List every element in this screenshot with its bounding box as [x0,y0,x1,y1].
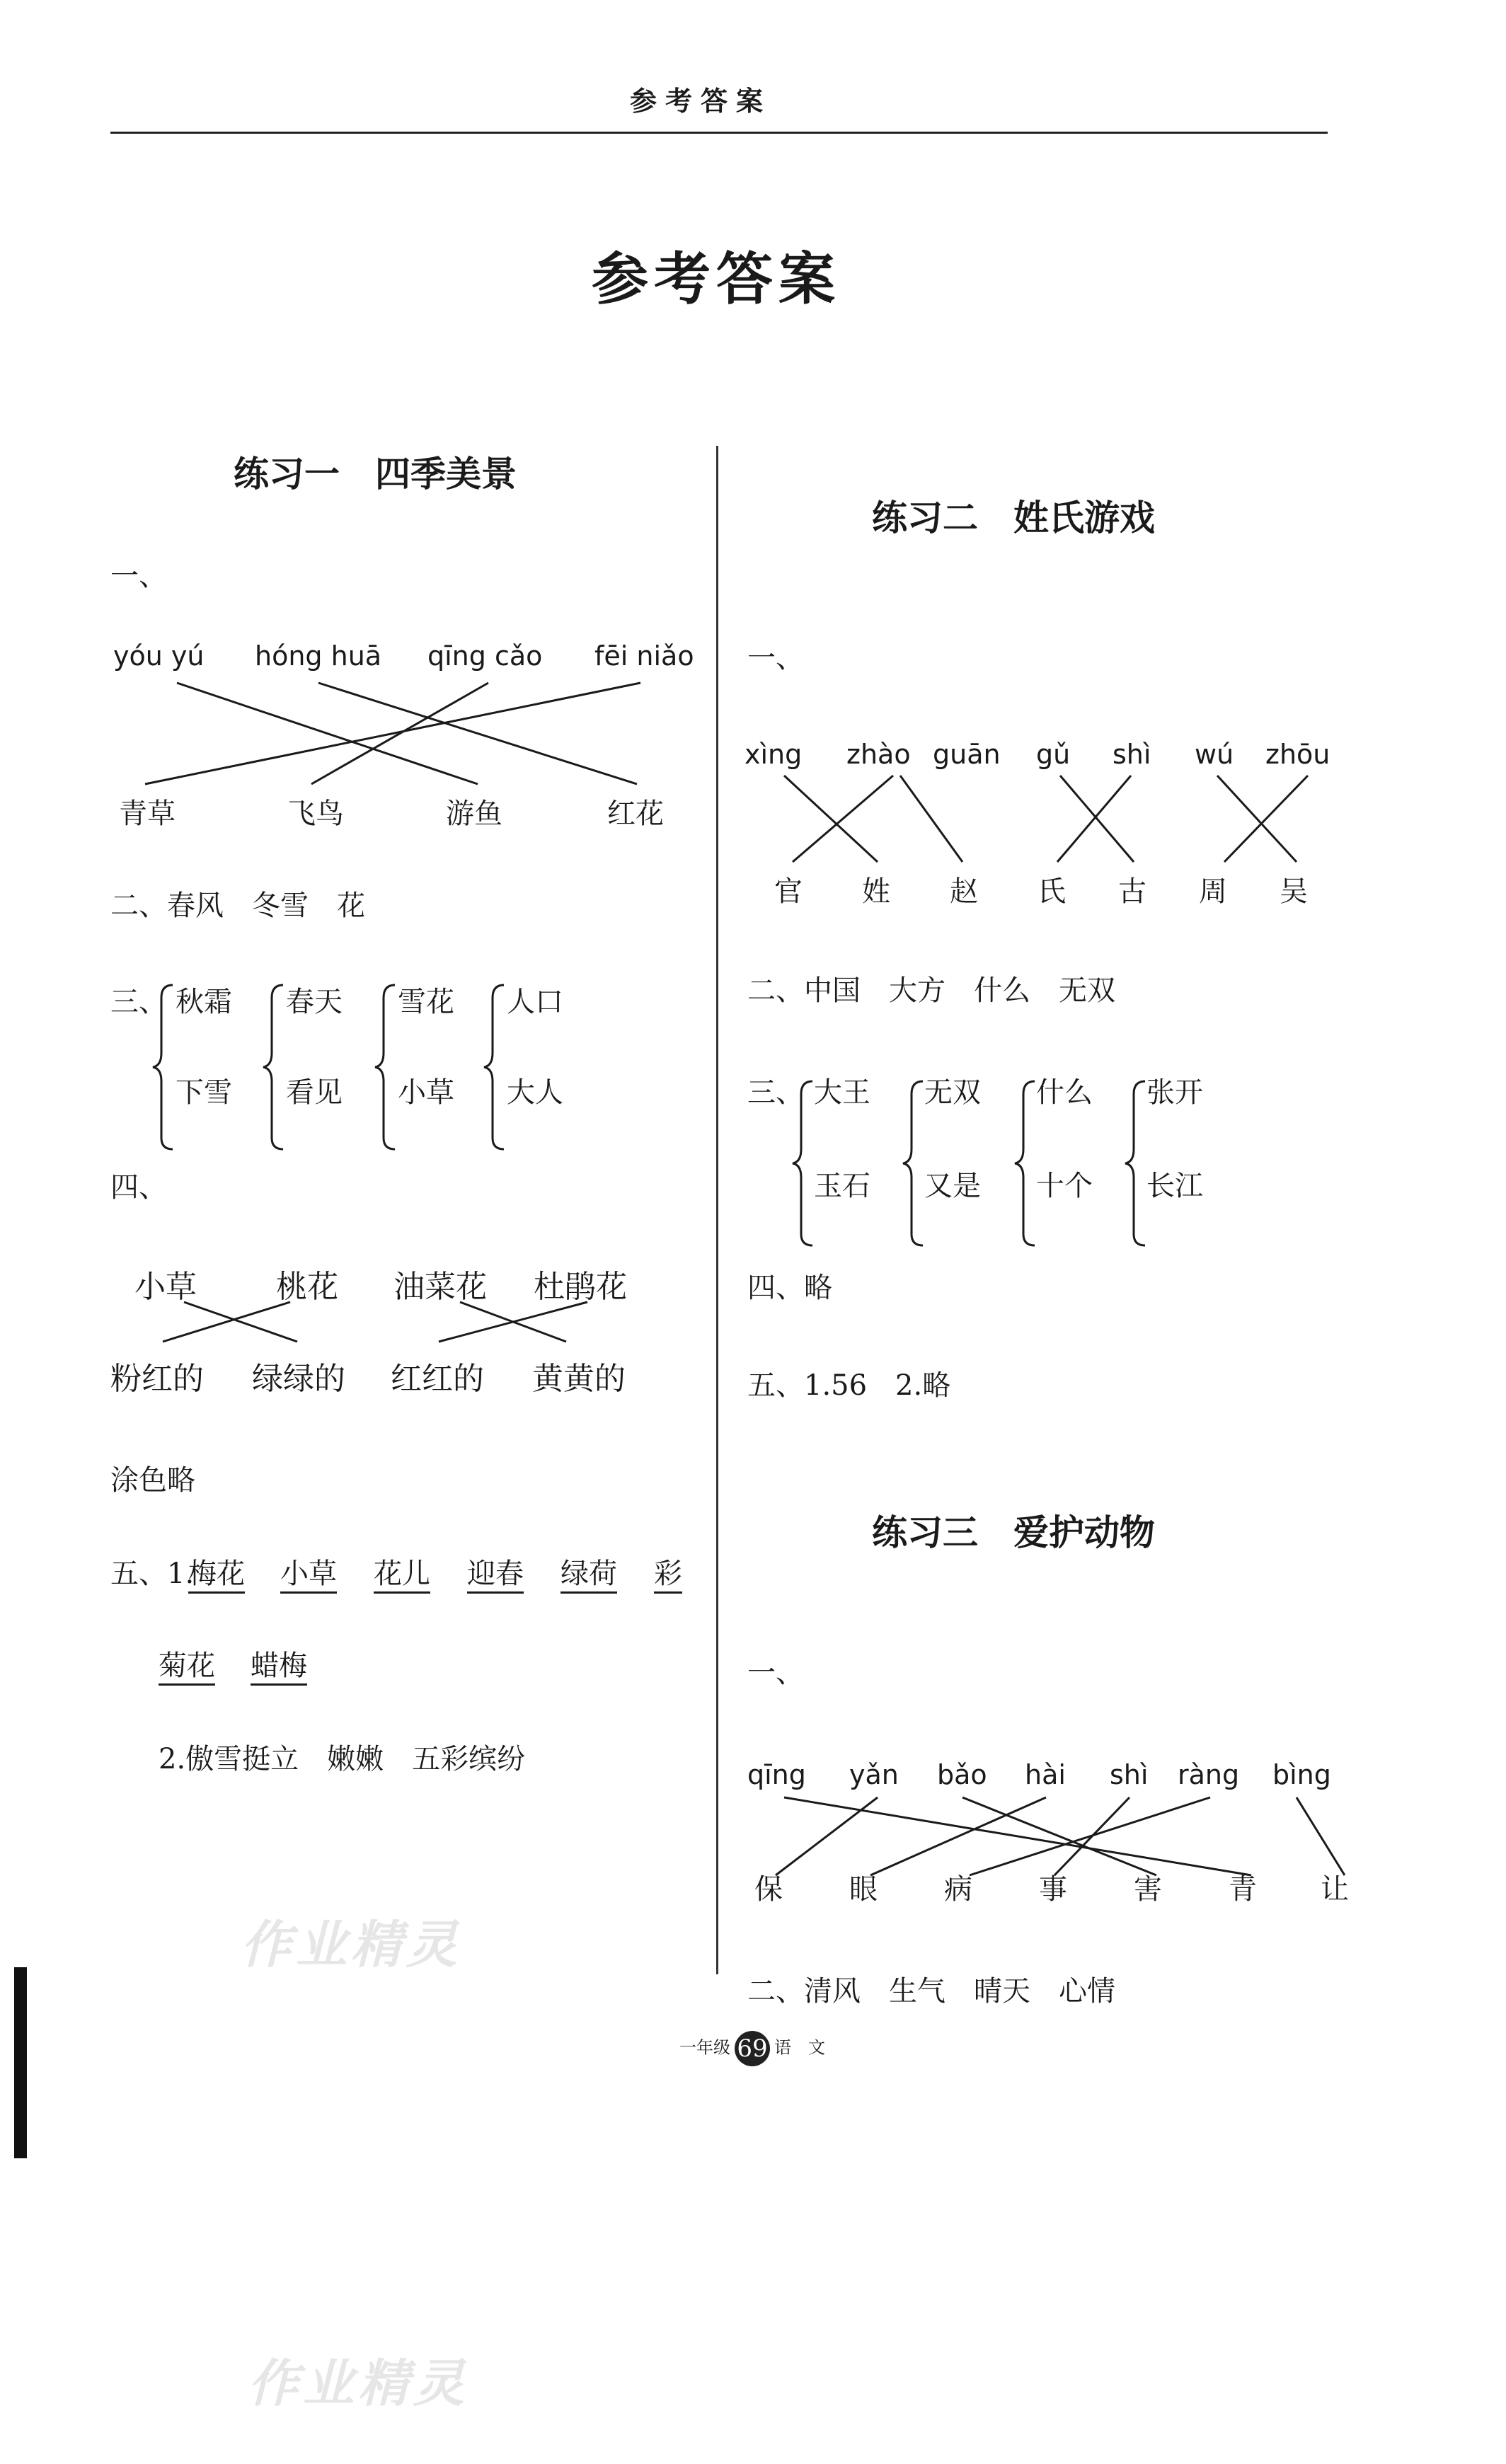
connector-line [1224,776,1308,862]
q3-bottom-2: 看见 [286,1076,343,1109]
q5-answer [159,1643,215,1683]
q3-top-1: 秋霜 [176,986,232,1018]
word-1: 青草 [119,798,176,830]
connector-line [793,776,893,862]
underlined-answer: 蜡梅 [251,1650,307,1686]
s2-char-5: 古 [1118,875,1146,908]
s3-pinyin-6: ràng [1178,1759,1240,1790]
q3-bottom-4: 大人 [507,1076,563,1109]
q3-bottom-1: 下雪 [176,1076,232,1109]
s3-pinyin-3: bǎo [937,1759,987,1790]
s2-char-6: 周 [1199,875,1227,908]
word-4: 红花 [607,798,664,830]
q3-top-4: 人口 [507,986,563,1018]
pinyin-4: fēi niǎo [594,640,694,672]
underlined-answer: 小草 [280,1558,337,1594]
s2q3-top-2: 无双 [924,1076,981,1109]
word-2: 飞鸟 [287,798,344,830]
q1-label: 一、 [110,560,167,592]
running-header: 参考答案 [630,85,772,117]
page-footer [679,2031,825,2066]
underlined-answer: 绿荷 [561,1558,617,1594]
underlined-answer: 迎春 [467,1558,524,1594]
underlined-answer: 梅花 [188,1558,245,1594]
connector-line [184,1302,297,1342]
q3-bottom-3: 小草 [398,1076,454,1109]
underlined-answer: 菊花 [159,1650,215,1686]
connector-line [784,776,878,862]
q5-prefix: 五、1. [110,1558,195,1590]
connector-line [900,776,962,862]
brace [903,1081,923,1245]
s2-pinyin-1: xìng [745,739,803,770]
s2q1-label: 一、 [747,642,804,674]
q2-answer: 二、春风 冬雪 花 [110,890,365,922]
connector-line [311,683,488,784]
section-title-1: 练习一 四季美景 [234,454,517,495]
connector-line [163,1302,290,1342]
scan-edge [14,1967,27,2158]
s2q3-bottom-3: 十个 [1036,1170,1093,1202]
q4-label: 四、 [110,1171,167,1204]
q5-answer [188,1551,245,1591]
pinyin-1: yóu yú [113,640,205,672]
s3-char-5: 害 [1134,1873,1162,1906]
q4-bottom-1: 粉红的 [110,1361,204,1397]
underlined-answer: 花儿 [374,1558,430,1594]
s2-pinyin-2: zhào [846,739,911,770]
s2q3-top-3: 什么 [1036,1076,1093,1109]
s3-char-3: 病 [944,1873,972,1906]
s2-pinyin-6: wú [1195,739,1234,770]
footer-grade: 一年级 [679,2037,730,2058]
s2-char-1: 官 [774,875,803,908]
page-number: 69 [735,2031,770,2066]
s2q3-bottom-2: 又是 [924,1170,981,1202]
s2-char-2: 姓 [862,875,890,908]
q5-part2: 2.傲雪挺立 嫩嫩 五彩缤纷 [159,1743,526,1775]
s3-pinyin-2: yǎn [849,1759,899,1790]
q4-top-4: 杜鹃花 [534,1269,627,1305]
connector-line [1060,776,1134,862]
q5-answer [280,1551,337,1591]
pinyin-2: hóng huā [255,640,382,672]
watermark: 作业精灵 [248,2353,469,2413]
s2q3-bottom-1: 玉石 [814,1170,870,1202]
footer-subject: 语 文 [774,2037,825,2058]
underlined-answer: 彩 [654,1558,682,1594]
s3-char-4: 事 [1039,1873,1067,1906]
s2q5-answer: 五、1.56 2.略 [747,1369,951,1402]
brace [1125,1081,1145,1245]
s2-pinyin-4: gǔ [1036,739,1071,770]
s2-pinyin-5: shì [1113,739,1151,770]
s3-pinyin-7: bìng [1272,1759,1331,1790]
connector-line [1217,776,1297,862]
connector-line [318,683,637,784]
s2q2-answer: 二、中国 大方 什么 无双 [747,974,1115,1007]
q4-top-3: 油菜花 [393,1269,487,1305]
s3q2-answer: 二、清风 生气 晴天 心情 [747,1975,1115,2008]
q3-label: 三、 [110,986,167,1018]
s2q3-bottom-4: 长江 [1146,1170,1203,1202]
watermark: 作业精灵 [241,1914,462,1974]
brace [263,985,283,1149]
connector-line [439,1302,587,1342]
s2q3-top-1: 大王 [814,1076,870,1109]
connector-line [776,1797,878,1875]
q4-bottom-4: 黄黄的 [532,1361,626,1397]
q5-answer [467,1551,524,1591]
s2q3-label: 三、 [747,1076,804,1109]
q4-note: 涂色略 [110,1464,195,1497]
s2-char-3: 赵 [950,875,978,908]
q4-top-1: 小草 [134,1269,197,1305]
q3-top-3: 雪花 [398,986,454,1018]
brace [375,985,395,1149]
word-3: 游鱼 [446,798,502,830]
brace [484,985,504,1149]
connector-line [1057,776,1131,862]
q5-answer [654,1551,682,1591]
s2-pinyin-7: zhōu [1265,739,1330,770]
q5-answer [251,1643,307,1683]
s3-pinyin-5: shì [1110,1759,1149,1790]
section-title-2: 练习二 姓氏游戏 [872,497,1155,539]
s2-char-4: 氏 [1037,875,1066,908]
s3-char-7: 让 [1321,1873,1349,1906]
pinyin-3: qīng cǎo [427,640,543,672]
s2q4-answer: 四、略 [747,1272,832,1304]
s3-char-1: 保 [754,1873,783,1906]
section-title-3: 练习三 爱护动物 [872,1512,1155,1553]
q4-top-2: 桃花 [276,1269,338,1305]
s3-char-2: 眼 [849,1873,878,1906]
q3-top-2: 春天 [286,986,343,1018]
s2-char-7: 吴 [1280,875,1308,908]
s3-pinyin-4: hài [1025,1759,1066,1790]
brace [1015,1081,1035,1245]
q5-answer [561,1551,617,1591]
q4-bottom-3: 红红的 [391,1361,484,1397]
s3-pinyin-1: qīng [747,1759,806,1790]
connector-line [1297,1797,1345,1875]
q5-answer [374,1551,430,1591]
q4-bottom-2: 绿绿的 [252,1361,345,1397]
s2-pinyin-3: guān [933,739,1001,770]
connector-line [970,1797,1210,1875]
s3-char-6: 青 [1229,1873,1257,1906]
s3q1-label: 一、 [747,1657,804,1689]
connector-line [962,1797,1156,1875]
s2q3-top-4: 张开 [1146,1076,1203,1109]
page-title: 参考答案 [592,246,841,312]
